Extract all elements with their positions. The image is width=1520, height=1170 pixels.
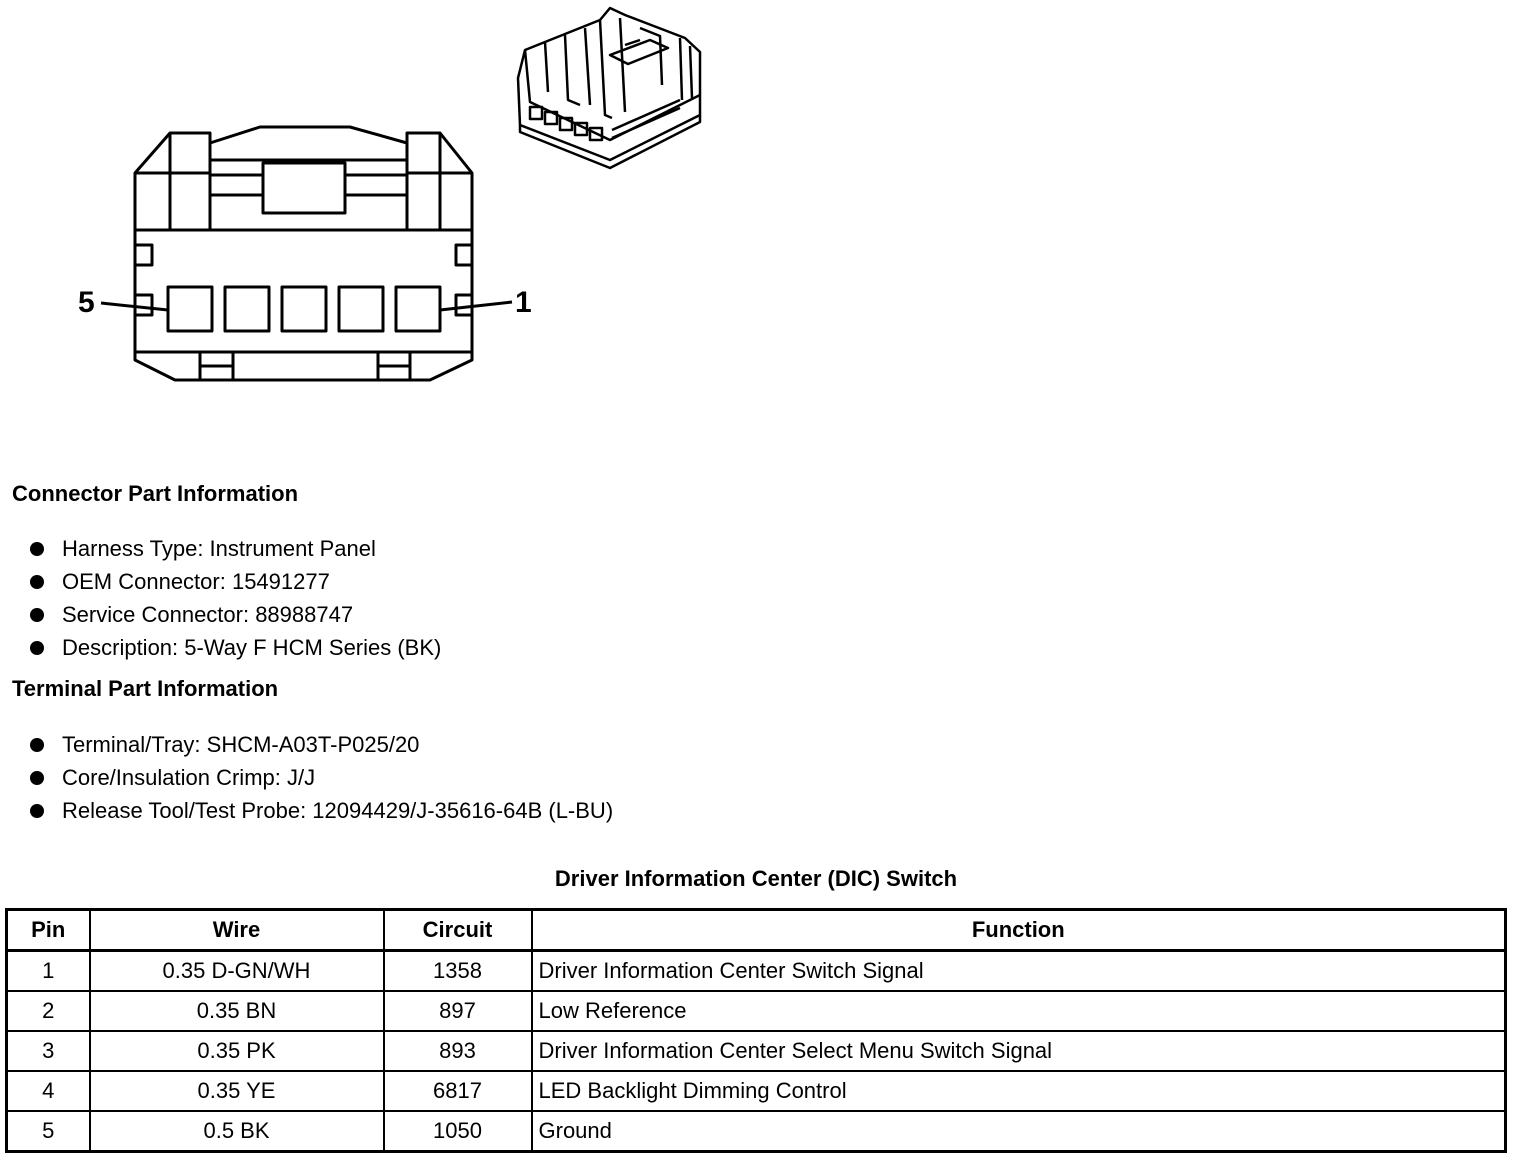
list-item-text: Release Tool/Test Probe: 12094429/J-35616-64B (L-BU) [62, 798, 614, 823]
cavity-3 [282, 287, 326, 331]
list-item-text: Harness Type: Instrument Panel [62, 536, 376, 561]
bullet-icon [30, 608, 44, 622]
column-header-wire: Wire [90, 910, 384, 951]
cell-pin: 3 [7, 1031, 90, 1071]
connector-face-view [101, 127, 512, 380]
cell-pin: 4 [7, 1071, 90, 1111]
table-header-row [7, 910, 1506, 951]
cell-circuit: 897 [384, 991, 532, 1031]
connector-isometric-view [518, 8, 700, 168]
connector-part-info-heading: Connector Part Information [12, 481, 299, 506]
list-item-text: Service Connector: 88988747 [62, 602, 354, 627]
cell-wire: 0.35 D-GN/WH [90, 951, 384, 992]
table-title: Driver Information Center (DIC) Switch [554, 866, 958, 891]
cell-circuit: 1050 [384, 1111, 532, 1152]
list-item-text: Terminal/Tray: SHCM-A03T-P025/20 [62, 732, 420, 757]
list-item [30, 598, 441, 631]
cell-function: LED Backlight Dimming Control [532, 1071, 1506, 1111]
bullet-icon [30, 641, 44, 655]
cell-pin: 1 [7, 951, 90, 992]
bullet-icon [30, 771, 44, 785]
list-item [30, 728, 613, 761]
pin-label-5: 5 [78, 286, 95, 319]
cell-circuit: 893 [384, 1031, 532, 1071]
bullet-icon [30, 575, 44, 589]
cell-circuit: 1358 [384, 951, 532, 992]
cavity-2 [339, 287, 383, 331]
list-item [30, 565, 441, 598]
cell-function: Ground [532, 1111, 1506, 1152]
list-item-text: OEM Connector: 15491277 [62, 569, 330, 594]
table-row [7, 1031, 1506, 1071]
cavity-row [168, 287, 440, 331]
cell-function: Driver Information Center Switch Signal [532, 951, 1506, 992]
list-item [30, 532, 441, 565]
cell-function: Low Reference [532, 991, 1506, 1031]
list-item [30, 794, 613, 827]
cavity-4 [225, 287, 269, 331]
cell-wire: 0.35 BN [90, 991, 384, 1031]
cavity-5 [168, 287, 212, 331]
bullet-icon [30, 542, 44, 556]
cell-circuit: 6817 [384, 1071, 532, 1111]
bullet-icon [30, 804, 44, 818]
connector-drawing [0, 0, 760, 400]
cell-pin: 5 [7, 1111, 90, 1152]
cell-function: Driver Information Center Select Menu Switch Signal [532, 1031, 1506, 1071]
table-row [7, 1111, 1506, 1152]
list-item-text: Description: 5-Way F HCM Series (BK) [62, 635, 442, 660]
cavity-1 [396, 287, 440, 331]
cell-wire: 0.35 YE [90, 1071, 384, 1111]
bullet-icon [30, 738, 44, 752]
table-row [7, 1071, 1506, 1111]
connector-part-info-list [30, 532, 441, 664]
table-row [7, 951, 1506, 992]
cell-wire: 0.35 PK [90, 1031, 384, 1071]
column-header-pin: Pin [7, 910, 90, 951]
cell-pin: 2 [7, 991, 90, 1031]
table-row [7, 991, 1506, 1031]
terminal-part-info-list [30, 728, 613, 827]
cell-wire: 0.5 BK [90, 1111, 384, 1152]
terminal-part-info-heading: Terminal Part Information [12, 676, 279, 701]
list-item-text: Core/Insulation Crimp: J/J [62, 765, 316, 790]
list-item [30, 631, 441, 664]
column-header-function: Function [532, 910, 1506, 951]
list-item [30, 761, 613, 794]
pin-table [5, 908, 1507, 1153]
pin-label-1: 1 [515, 286, 532, 319]
column-header-circuit: Circuit [384, 910, 532, 951]
